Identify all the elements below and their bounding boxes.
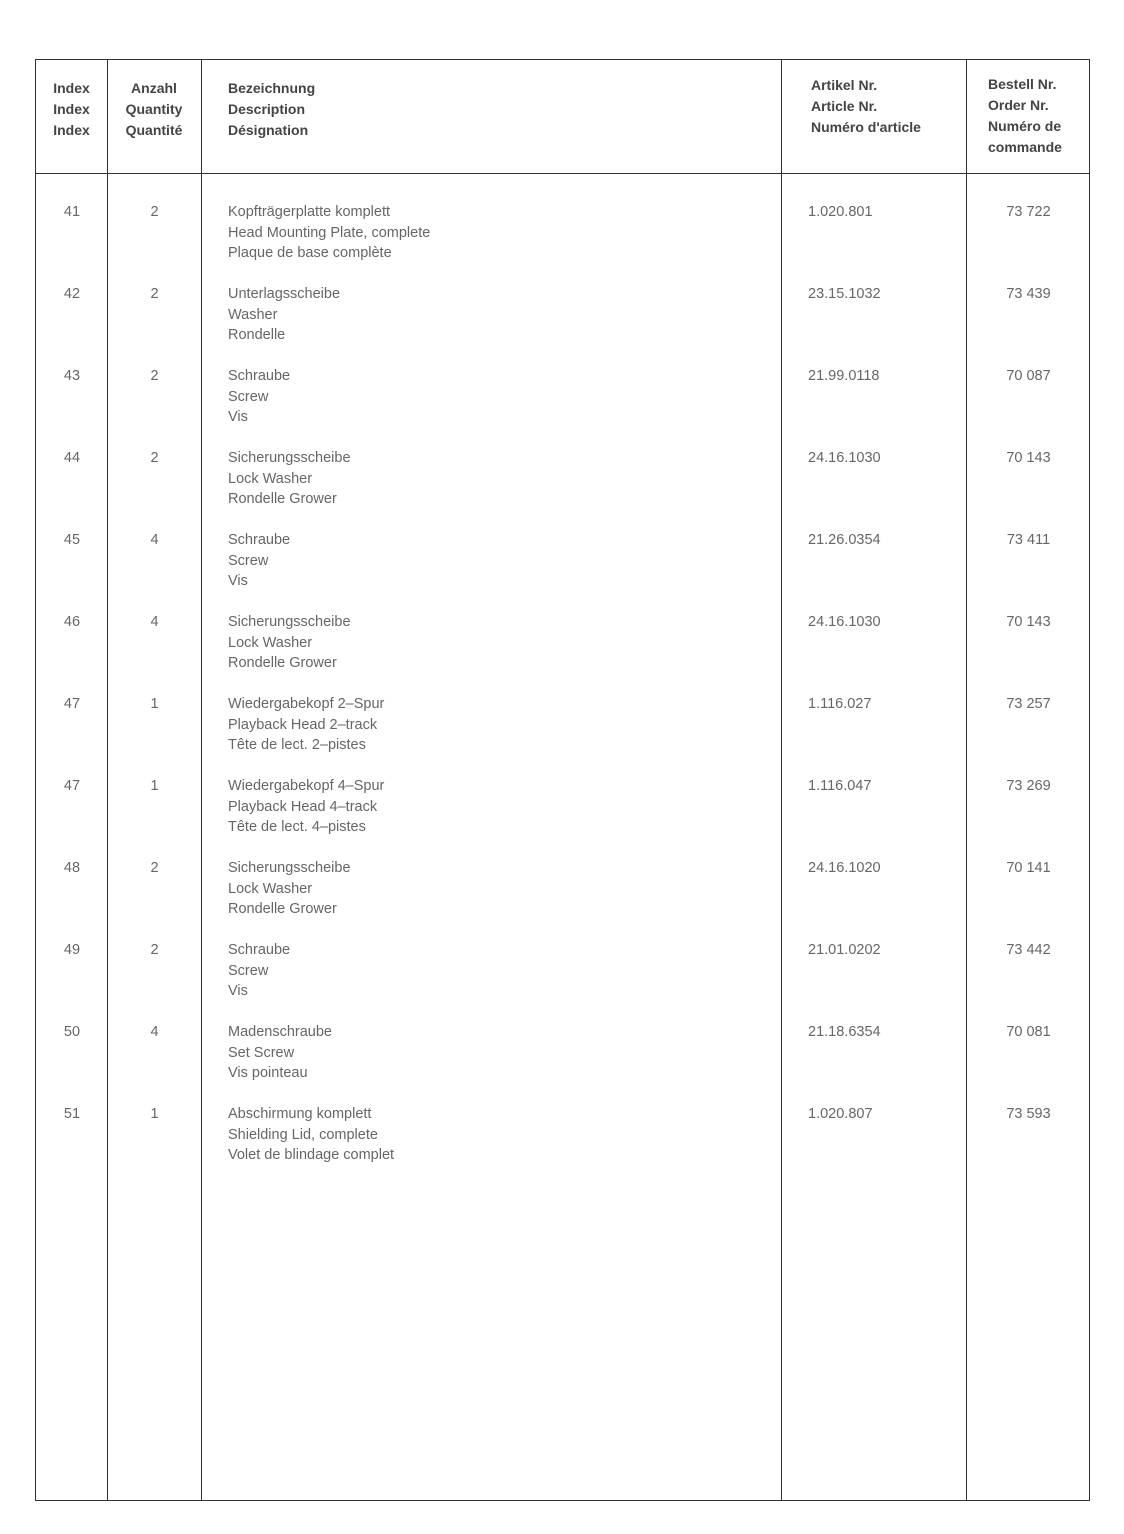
index-cell: 44 bbox=[63, 450, 81, 466]
order-number-cell: 70 081 bbox=[1006, 1024, 1051, 1040]
quantity-cell: 4 bbox=[150, 1024, 159, 1040]
table-row bbox=[36, 776, 1089, 858]
description-en: Playback Head 2–track bbox=[228, 716, 378, 733]
order-number-cell: 70 087 bbox=[1006, 368, 1051, 384]
description-de: Wiedergabekopf 2–Spur bbox=[228, 696, 385, 712]
article-number-cell: 21.99.0118 bbox=[808, 368, 880, 384]
description-cell bbox=[228, 858, 351, 920]
description-de: Sicherungsscheibe bbox=[228, 450, 351, 466]
description-cell bbox=[228, 202, 430, 264]
description-de: Schraube bbox=[228, 368, 291, 384]
header-index: Index Index Index bbox=[53, 80, 90, 138]
table-row bbox=[36, 202, 1089, 284]
index-cell: 42 bbox=[63, 286, 81, 302]
description-de: Unterlagsscheibe bbox=[228, 286, 341, 302]
description-de: Sicherungsscheibe bbox=[228, 860, 351, 876]
description-en: Set Screw bbox=[228, 1044, 295, 1061]
description-en: Washer bbox=[228, 306, 278, 323]
parts-list-table bbox=[35, 59, 1090, 1501]
quantity-cell: 1 bbox=[150, 778, 159, 794]
description-fr: Vis pointeau bbox=[228, 1065, 308, 1081]
description-en: Lock Washer bbox=[228, 880, 313, 897]
index-cell: 49 bbox=[63, 942, 81, 958]
article-number-cell: 21.18.6354 bbox=[808, 1024, 881, 1040]
table-row bbox=[36, 1022, 1089, 1104]
order-number-cell: 73 593 bbox=[1006, 1106, 1051, 1122]
quantity-cell: 1 bbox=[150, 696, 159, 712]
quantity-cell: 2 bbox=[150, 204, 159, 220]
description-fr: Tête de lect. 4–pistes bbox=[228, 819, 366, 835]
description-cell bbox=[228, 366, 290, 428]
description-cell bbox=[228, 694, 384, 756]
header-quantity: Anzahl Quantity Quantité bbox=[125, 80, 183, 138]
description-fr: Rondelle Grower bbox=[228, 655, 337, 671]
header-divider bbox=[36, 173, 1089, 174]
description-de: Sicherungsscheibe bbox=[228, 614, 351, 630]
description-cell bbox=[228, 530, 290, 592]
description-fr: Volet de blindage complet bbox=[228, 1147, 395, 1163]
description-en: Screw bbox=[228, 552, 269, 569]
order-number-cell: 73 411 bbox=[1006, 532, 1051, 548]
article-number-cell: 1.020.801 bbox=[808, 204, 873, 220]
order-number-cell: 70 143 bbox=[1006, 450, 1051, 466]
article-number-cell: 24.16.1030 bbox=[808, 614, 881, 630]
table-row bbox=[36, 858, 1089, 940]
description-fr: Rondelle Grower bbox=[228, 491, 337, 507]
quantity-cell: 2 bbox=[150, 942, 159, 958]
description-de: Kopfträgerplatte komplett bbox=[228, 204, 391, 220]
description-en: Playback Head 4–track bbox=[228, 798, 378, 815]
order-number-cell: 73 269 bbox=[1006, 778, 1051, 794]
article-number-cell: 21.01.0202 bbox=[808, 942, 881, 958]
description-en: Shielding Lid, complete bbox=[228, 1126, 378, 1143]
order-number-cell: 73 257 bbox=[1006, 696, 1051, 712]
description-cell bbox=[228, 284, 340, 346]
description-en: Screw bbox=[228, 388, 269, 405]
description-cell bbox=[228, 612, 351, 674]
description-cell bbox=[228, 940, 290, 1002]
header-order-number: Bestell Nr. Order Nr. Numéro de commande bbox=[988, 76, 1062, 155]
article-number-cell: 1.116.027 bbox=[808, 696, 872, 712]
quantity-cell: 2 bbox=[150, 860, 159, 876]
order-number-cell: 73 722 bbox=[1006, 204, 1051, 220]
index-cell: 45 bbox=[63, 532, 81, 548]
table-row bbox=[36, 612, 1089, 694]
index-cell: 47 bbox=[63, 696, 81, 712]
article-number-cell: 21.26.0354 bbox=[808, 532, 881, 548]
header-article-number: Artikel Nr. Article Nr. Numéro d'article bbox=[811, 77, 921, 135]
article-number-cell: 24.16.1030 bbox=[808, 450, 881, 466]
description-cell bbox=[228, 448, 351, 510]
header-description: Bezeichnung Description Désignation bbox=[228, 80, 316, 138]
table-row bbox=[36, 940, 1089, 1022]
quantity-cell: 1 bbox=[150, 1106, 159, 1122]
description-fr: Vis bbox=[228, 573, 248, 589]
quantity-cell: 4 bbox=[150, 532, 159, 548]
table-row bbox=[36, 530, 1089, 612]
table-row bbox=[36, 694, 1089, 776]
quantity-cell: 4 bbox=[150, 614, 159, 630]
order-number-cell: 70 143 bbox=[1006, 614, 1051, 630]
index-cell: 50 bbox=[63, 1024, 81, 1040]
index-cell: 48 bbox=[63, 860, 81, 876]
quantity-cell: 2 bbox=[150, 450, 159, 466]
article-number-cell: 1.020.807 bbox=[808, 1106, 873, 1122]
description-fr: Vis bbox=[228, 409, 248, 425]
description-fr: Vis bbox=[228, 983, 248, 999]
description-fr: Tête de lect. 2–pistes bbox=[228, 737, 366, 753]
description-cell bbox=[228, 776, 384, 838]
description-de: Madenschraube bbox=[228, 1024, 332, 1040]
description-cell bbox=[228, 1104, 394, 1166]
description-de: Schraube bbox=[228, 532, 291, 548]
description-fr: Rondelle bbox=[228, 327, 286, 343]
order-number-cell: 73 439 bbox=[1006, 286, 1051, 302]
table-row bbox=[36, 448, 1089, 530]
index-cell: 43 bbox=[63, 368, 81, 384]
index-cell: 46 bbox=[63, 614, 81, 630]
index-cell: 47 bbox=[63, 778, 81, 794]
description-de: Wiedergabekopf 4–Spur bbox=[228, 778, 385, 794]
order-number-cell: 70 141 bbox=[1006, 860, 1051, 876]
description-en: Screw bbox=[228, 962, 269, 979]
quantity-cell: 2 bbox=[150, 286, 159, 302]
description-en: Lock Washer bbox=[228, 634, 313, 651]
order-number-cell: 73 442 bbox=[1006, 942, 1051, 958]
article-number-cell: 1.116.047 bbox=[808, 778, 872, 794]
table-row bbox=[36, 366, 1089, 448]
description-de: Abschirmung komplett bbox=[228, 1106, 372, 1122]
index-cell: 41 bbox=[63, 204, 81, 220]
table-row bbox=[36, 284, 1089, 366]
article-number-cell: 24.16.1020 bbox=[808, 860, 881, 876]
article-number-cell: 23.15.1032 bbox=[808, 286, 881, 302]
description-en: Head Mounting Plate, complete bbox=[228, 224, 431, 241]
description-cell bbox=[228, 1022, 332, 1084]
parts-rows bbox=[36, 202, 1089, 1186]
quantity-cell: 2 bbox=[150, 368, 159, 384]
description-en: Lock Washer bbox=[228, 470, 313, 487]
table-row bbox=[36, 1104, 1089, 1186]
description-fr: Plaque de base complète bbox=[228, 245, 392, 261]
description-fr: Rondelle Grower bbox=[228, 901, 337, 917]
description-de: Schraube bbox=[228, 942, 291, 958]
index-cell: 51 bbox=[63, 1106, 81, 1122]
